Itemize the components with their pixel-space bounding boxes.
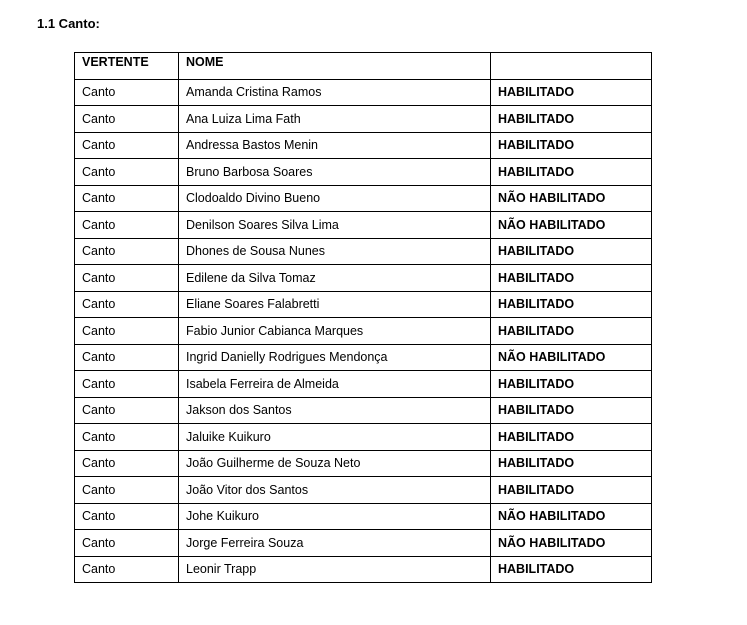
cell-nome: Andressa Bastos Menin	[179, 132, 491, 159]
cell-vertente: Canto	[75, 424, 179, 451]
table-row	[75, 318, 652, 345]
cell-nome: Isabela Ferreira de Almeida	[179, 371, 491, 398]
cell-vertente: Canto	[75, 265, 179, 292]
table-row	[75, 106, 652, 133]
cell-status: NÃO HABILITADO	[491, 212, 652, 239]
section-title: 1.1 Canto:	[37, 16, 100, 31]
cell-status: NÃO HABILITADO	[491, 185, 652, 212]
table-row	[75, 132, 652, 159]
cell-status: HABILITADO	[491, 424, 652, 451]
table-row	[75, 477, 652, 504]
cell-status: HABILITADO	[491, 450, 652, 477]
cell-status: HABILITADO	[491, 265, 652, 292]
cell-vertente: Canto	[75, 371, 179, 398]
header-status	[491, 53, 652, 80]
table-row	[75, 424, 652, 451]
cell-nome: Clodoaldo Divino Bueno	[179, 185, 491, 212]
table-row	[75, 503, 652, 530]
cell-status: HABILITADO	[491, 556, 652, 583]
cell-status: NÃO HABILITADO	[491, 503, 652, 530]
cell-vertente: Canto	[75, 212, 179, 239]
cell-vertente: Canto	[75, 79, 179, 106]
results-table	[74, 52, 652, 583]
cell-nome: Bruno Barbosa Soares	[179, 159, 491, 186]
cell-vertente: Canto	[75, 530, 179, 557]
header-nome: NOME	[179, 53, 491, 80]
cell-status: HABILITADO	[491, 397, 652, 424]
cell-nome: Johe Kuikuro	[179, 503, 491, 530]
cell-status: HABILITADO	[491, 291, 652, 318]
cell-nome: João Vitor dos Santos	[179, 477, 491, 504]
cell-status: HABILITADO	[491, 132, 652, 159]
table-row	[75, 556, 652, 583]
table-row	[75, 530, 652, 557]
table-row	[75, 397, 652, 424]
cell-nome: João Guilherme de Souza Neto	[179, 450, 491, 477]
cell-vertente: Canto	[75, 503, 179, 530]
cell-status: NÃO HABILITADO	[491, 344, 652, 371]
cell-vertente: Canto	[75, 291, 179, 318]
cell-vertente: Canto	[75, 132, 179, 159]
cell-vertente: Canto	[75, 397, 179, 424]
cell-nome: Denilson Soares Silva Lima	[179, 212, 491, 239]
cell-status: HABILITADO	[491, 159, 652, 186]
cell-nome: Jaluike Kuikuro	[179, 424, 491, 451]
cell-nome: Leonir Trapp	[179, 556, 491, 583]
cell-nome: Ana Luiza Lima Fath	[179, 106, 491, 133]
cell-vertente: Canto	[75, 106, 179, 133]
table-header-row	[75, 53, 652, 80]
cell-status: HABILITADO	[491, 79, 652, 106]
table-row	[75, 159, 652, 186]
cell-vertente: Canto	[75, 159, 179, 186]
cell-status: HABILITADO	[491, 106, 652, 133]
cell-vertente: Canto	[75, 238, 179, 265]
table-row	[75, 79, 652, 106]
table-row	[75, 450, 652, 477]
cell-nome: Ingrid Danielly Rodrigues Mendonça	[179, 344, 491, 371]
cell-status: HABILITADO	[491, 238, 652, 265]
cell-nome: Fabio Junior Cabianca Marques	[179, 318, 491, 345]
cell-status: HABILITADO	[491, 477, 652, 504]
cell-nome: Jakson dos Santos	[179, 397, 491, 424]
table-row	[75, 212, 652, 239]
table-row	[75, 291, 652, 318]
cell-vertente: Canto	[75, 450, 179, 477]
table-row	[75, 344, 652, 371]
cell-vertente: Canto	[75, 344, 179, 371]
table-row	[75, 238, 652, 265]
table-row	[75, 185, 652, 212]
table-row	[75, 371, 652, 398]
cell-status: HABILITADO	[491, 318, 652, 345]
cell-status: NÃO HABILITADO	[491, 530, 652, 557]
cell-vertente: Canto	[75, 185, 179, 212]
cell-nome: Jorge Ferreira Souza	[179, 530, 491, 557]
cell-nome: Eliane Soares Falabretti	[179, 291, 491, 318]
cell-nome: Amanda Cristina Ramos	[179, 79, 491, 106]
cell-vertente: Canto	[75, 318, 179, 345]
cell-nome: Dhones de Sousa Nunes	[179, 238, 491, 265]
cell-nome: Edilene da Silva Tomaz	[179, 265, 491, 292]
cell-status: HABILITADO	[491, 371, 652, 398]
cell-vertente: Canto	[75, 556, 179, 583]
table-row	[75, 265, 652, 292]
cell-vertente: Canto	[75, 477, 179, 504]
header-vertente: VERTENTE	[75, 53, 179, 80]
